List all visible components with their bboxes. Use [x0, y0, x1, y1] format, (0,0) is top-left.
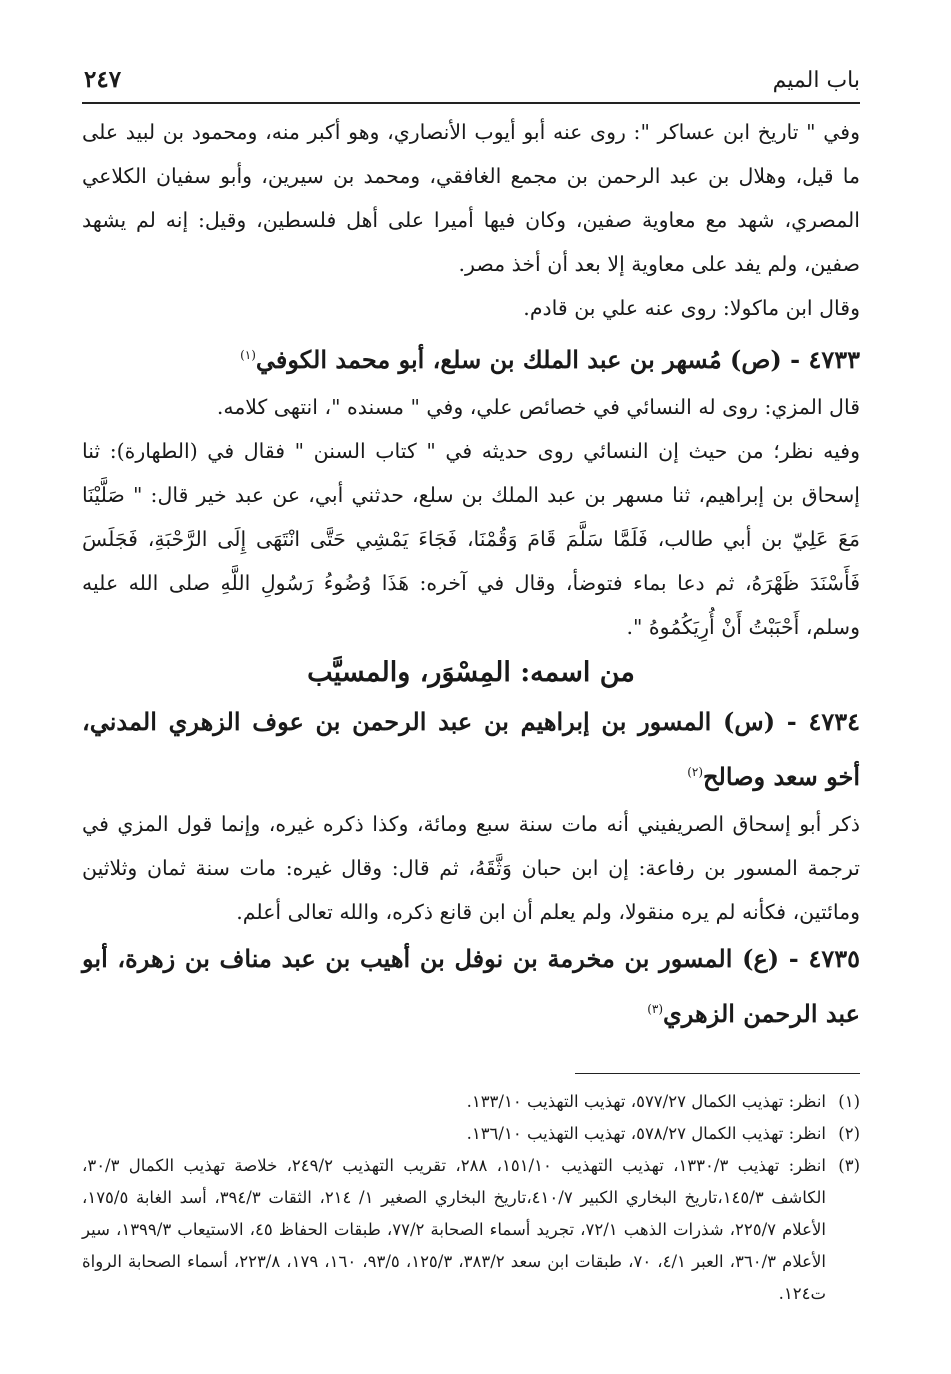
entry-4733-heading: ٤٧٣٣ - (ص) مُسهر بن عبد الملك بن سلع، أبو محمد الكوفي [255, 345, 860, 374]
footnote-3 [82, 1150, 860, 1310]
running-header [82, 62, 860, 102]
footnotes [82, 1086, 860, 1310]
footnote-text: انظر: تهذيب الكمال ٥٧٧/٢٧، تهذيب التهذيب ١٣٣/١٠. [466, 1092, 826, 1111]
footnote-ref-1: (١) [240, 348, 256, 362]
footnote-number: (١) [838, 1092, 860, 1111]
chapter-title: باب الميم [772, 68, 860, 93]
main-text [82, 110, 860, 1039]
footnote-text: انظر: تهذيب الكمال ٥٧٨/٢٧، تهذيب التهذيب ١٣٦/١٠. [466, 1124, 826, 1143]
header-rule [82, 102, 860, 104]
entry-4735 [82, 934, 860, 1039]
paragraph-ibn-asakir: وفي " تاريخ ابن عساكر ": روى عنه أبو أيوب الأنصاري، وهو أكبر منه، ومحمود بن لبيد على ما قيل، وهلال بن عبد الرحمن بن مجمع الغافقي، ومحمد بن سيرين، وأبو سفيان الكلاعي المصري، شهد مع معاوية صفين، وكان فيها أميرا على أهل فلسطين، وقيل: إنه لم يشهد صفين، ولم يفد على معاوية إلا بعد أن أخذ مصر. [82, 120, 860, 276]
paragraph-sarifini: ذكر أبو إسحاق الصريفيني أنه مات سنة سبع ومائة، وكذا ذكره غيره، وإنما قول المزي في ترجمة المسور بن رفاعة: إن ابن حبان وَثَّقَهُ، ثم قال: وقال غيره: مات سنة ثمان وثلاثين ومائتين، فكأنه لم يره منقولا، ولم يعلم أن ابن قانع ذكره، والله تعالى أعلم. [82, 812, 860, 924]
section-heading: من اسمه: المِسْوَر، والمسيَّب [307, 657, 635, 688]
footnote-separator [575, 1073, 860, 1074]
footnote-2 [82, 1118, 860, 1150]
page-number: ٢٤٧ [84, 66, 122, 93]
entry-4735-heading: ٤٧٣٥ - (ع) المسور بن مخرمة بن نوفل بن أهيب بن عبد مناف بن زهرة، أبو عبد الرحمن الزهري [82, 944, 860, 1028]
paragraph-mizzi: قال المزي: روى له النسائي في خصائص علي، وفي " مسنده "، انتهى كلامه. [216, 395, 860, 419]
footnote-text: انظر: تهذيب ١٣٣٠/٣، تهذيب التهذيب ١٥١/١٠، ٢٨٨، تقريب التهذيب ٢٤٩/٢، خلاصة تهذيب الكمال ٣٠/٣، الكاشف ١٤٥/٣،تاريخ البخاري الكبير ٤١٠/٧،تاريخ البخاري الصغير ١/ ٢١٤، الثقات ٣٩٤/٣، أسد الغابة ١٧٥/٥، الأعلام ٢٢٥/٧، شذرات الذهب ٧٢/١، تجريد أسماء الصحابة ٧٧/٢، طبقات الحفاظ ٤٥، الاستيعاب ١٣٩٩/٣، سير الأعلام ٣٦٠/٣، العبر ٤/١، ٧٠، طبقات ابن سعد ٣٨٣/٢، ١٢٥/٣، ٩٣/٥، ١٦٠، ١٧٩، ٢٢٣/٨، أسماء الصحابة الرواة ت١٢٤. [82, 1156, 827, 1303]
entry-4734 [82, 697, 860, 802]
footnote-1 [82, 1086, 860, 1118]
footnote-ref-2: (٢) [687, 765, 704, 779]
paragraph-hadith: وفيه نظر؛ من حيث إن النسائي روى حديثه في " كتاب السنن " فقال في (الطهارة): ثنا إسحاق بن إبراهيم، ثنا مسهر بن عبد الملك بن سلع، حدثني أبي، عن عبد خير قال: " صَلَّيْنَا مَعَ عَلِيّ بن أبي طالب، فَلَمَّا سَلَّمَ قَامَ وَقُمْنَا، فَجَاءَ يَمْشِي حَتَّى انْتَهَى إِلَى الرَّحْبَةِ، فَجَلَسَ فَأَسْنَدَ ظَهْرَهُ، ثم دعا بماء فتوضأ، وقال في آخره: هَذَا وُضُوءُ رَسُولِ اللَّهِ صلى الله عليه وسلم، أَحْبَبْتُ أَنْ أُرِيَكُمُوهُ ". [82, 439, 860, 639]
footnote-number: (٣) [838, 1156, 860, 1175]
paragraph-ibn-makula: وقال ابن ماكولا: روى عنه علي بن قادم. [523, 296, 860, 320]
entry-4734-heading: ٤٧٣٤ - (س) المسور بن إبراهيم بن عبد الرحمن بن عوف الزهري المدني، أخو سعد وصالح [82, 707, 860, 791]
entry-4733 [82, 330, 860, 385]
footnote-ref-3: (٣) [647, 1002, 664, 1016]
book-page [82, 62, 860, 1352]
footnote-number: (٢) [838, 1124, 860, 1143]
